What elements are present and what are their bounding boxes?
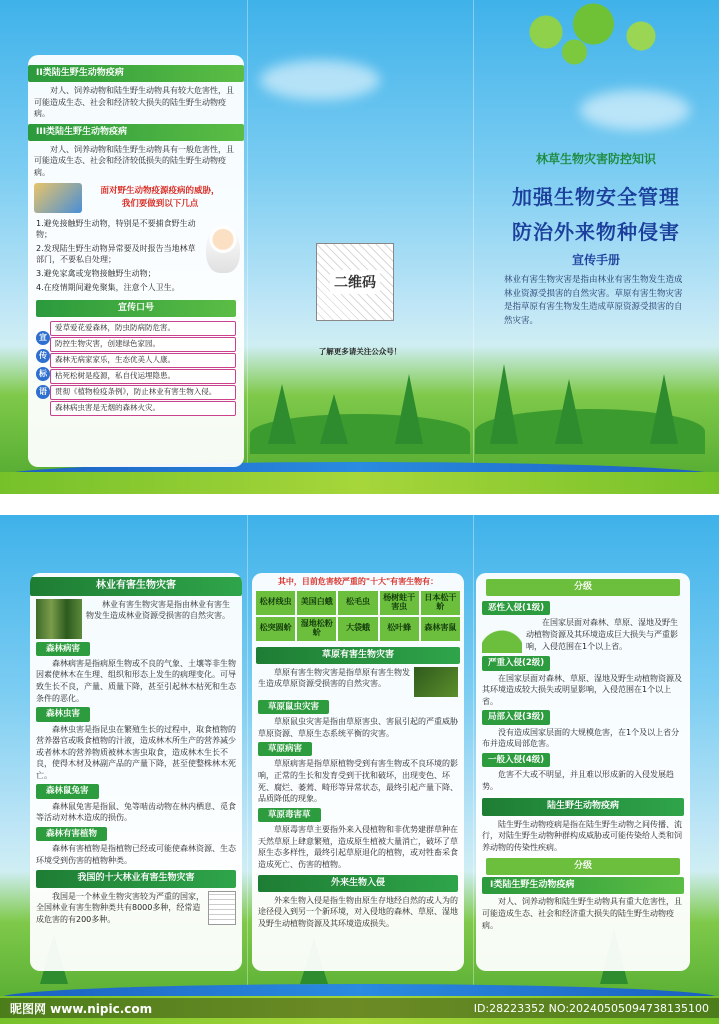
inner-left-panel	[30, 573, 242, 971]
section-text: 草原鼠虫灾害是指由草原害虫、害鼠引起的严重威胁草原资源、草原生态系统平衡的灾害。	[258, 716, 458, 738]
top-left-panel	[28, 55, 244, 467]
section-text: 林业有害生物灾害是指由林业有害生物发生造成林业资源受损害的自然灾害。	[86, 599, 230, 621]
list-item: 1.避免接触野生动物，特别是不要捕食野生动物；	[36, 218, 196, 240]
threat-heading	[82, 185, 238, 211]
section-text: 在国家层面对森林、草原、湿地及野生动植物资源及其环境造成较大损失或明显影响，入侵范围在1个以上省。	[482, 673, 682, 706]
section-text: 森林鼠兔害是指鼠、兔等啮齿动物在林内栖息、觅食等活动对林木造成的损伤。	[36, 801, 236, 823]
subsection-title: 森林虫害	[36, 707, 90, 721]
subsection-title: 森林有害植物	[36, 827, 107, 841]
level-title: 恶性入侵(1级)	[482, 601, 550, 615]
subsection-title: 森林鼠兔害	[36, 784, 99, 798]
pest-cell: 松突圆蚧	[256, 617, 295, 641]
pest-grid	[252, 588, 464, 644]
fold-line	[247, 515, 248, 1024]
pest-cell: 美国白蛾	[297, 591, 336, 615]
cover-intro: 林业有害生物灾害是指由林业有害生物发生造成林业资源受损害的自然灾害。草原有害生物灾害是指草原有害生物发生造成草原资源受损害的自然灾害。	[504, 275, 683, 326]
level1-row	[476, 617, 690, 653]
cover	[476, 150, 716, 328]
slogan-item: 森林无病家家乐，生态优美人人康。	[50, 353, 236, 368]
pest-cell: 日本松干蚧	[421, 591, 460, 615]
slogan-item: 枯死松树是疫源，私自伐运埋隐患。	[50, 369, 236, 384]
slogan-item: 森林病虫害是无烟的森林火灾。	[50, 401, 236, 416]
books-image	[34, 183, 82, 213]
tree-image	[555, 379, 583, 444]
slogan-item: 防控生物灾害，创建绿色家园。	[50, 337, 236, 352]
threat-line: 我们要做到以下几点	[121, 198, 199, 209]
fold-line	[473, 0, 474, 494]
cover-booklet-label: 宣传手册	[571, 253, 620, 267]
slogan-item: 贯彻《植物检疫条例》，防止林业有害生物入侵。	[50, 385, 236, 400]
section-text: 草原毒害草主要指外来入侵植物和非优势建群草种在天然草原上肆意繁殖，造成原生植被大量消亡，破坏了草原生态多样性，最终引起草原退化的植物，或对牲畜采食造成死亡、伤害的植物。	[258, 825, 458, 869]
tree-image	[268, 384, 296, 444]
forest-photo	[36, 599, 82, 639]
level-title: 严重入侵(2级)	[482, 656, 550, 670]
section-text: 森林虫害是指昆虫在繁殖生长的过程中，取食植物的营养器官或吸食植物的汁液，造成林木所生产的营养减少或者林木的营养物质被林木害虫取食，造成林木生长不良，使得木材及林副产品的产量下降，甚至使整株林木死亡。	[36, 724, 236, 780]
slogan-badge: 传	[36, 349, 50, 363]
section-text: 在国家层面对森林、草原、湿地及野生动植物资源及其环境造成巨大损失与严重影响，入侵范围在1个以上省。	[526, 618, 678, 651]
pest-cell: 松叶蜂	[380, 617, 419, 641]
watermark-id: ID:28223352 NO:20240505094738135100	[473, 1001, 709, 1015]
slogan-badge: 标	[36, 367, 50, 381]
level-title: 一般入侵(4级)	[482, 753, 550, 767]
hill-illustration	[482, 617, 522, 653]
section-text: 草原有害生物灾害是指草原有害生物发生造成草原资源受损害的自然灾害。	[258, 667, 410, 689]
section-text: 对人、饲养动物和陆生野生动物具有重大危害性，且可能造成生态、社会和经济重大损失的陆生野生动物疫病。	[482, 897, 682, 930]
grass-photo	[414, 667, 458, 697]
slogan-list	[28, 321, 244, 415]
pest-cell: 松毛虫	[338, 591, 377, 615]
pest-cell: 大袋蛾	[338, 617, 377, 641]
tree-image	[395, 374, 423, 444]
subsection-title: 草原毒害草	[258, 808, 321, 822]
tree-image	[650, 374, 678, 444]
section-text: 森林有害植物是指植物已经或可能使森林资源、生态环境受到伤害的植物种类。	[36, 844, 236, 865]
section-text: 森林病害是指病原生物或不良的气象、土壤等非生物因素使林木在生理、组织和形态上发生的病理变化。可导致生长不良，产量、质量下降，甚至引起林木枯死和生态条件的恶化。	[36, 658, 236, 703]
slogan-title: 宣传口号	[36, 300, 236, 317]
section-text: 外来生物入侵是指生物由原生存地经自然的或人为的途径侵入到另一个新环境，对入侵地的森林、草原、湿地及野生动植物资源及其环境造成损失。	[258, 895, 458, 928]
tree-image	[320, 394, 348, 444]
qr-code-placeholder[interactable]	[316, 243, 394, 321]
subsection-title: 森林病害	[36, 642, 90, 656]
brochure-inside-sheet	[0, 515, 719, 1024]
cover-subtitle: 林草生物灾害防控知识	[535, 152, 656, 166]
threat-banner	[34, 183, 238, 213]
qr-caption: 了解更多请关注公众号！	[318, 347, 402, 356]
tree-image	[490, 364, 518, 444]
list-item: 2.发现陆生野生动物异常要及时报告当地林草部门，不要私自处理；	[36, 243, 196, 265]
fold-line	[247, 0, 248, 494]
watermark-site: 昵图网 www.nipic.com	[10, 1001, 153, 1016]
section-title: 分级	[486, 579, 680, 596]
professor-cartoon-image	[206, 225, 240, 273]
level-title: 局部入侵(3级)	[482, 710, 550, 724]
section-title: 分级	[486, 858, 680, 875]
watermark-bar	[0, 998, 719, 1018]
top10-heading: 其中，目前危害较严重的"十大"有害生物有：	[277, 577, 439, 586]
pest-cell: 森林害鼠	[421, 617, 460, 641]
threat-line: 面对野生动物疫源疫病的威胁，	[100, 185, 220, 196]
fold-line	[473, 515, 474, 1024]
subsection-title: 草原病害	[258, 742, 312, 756]
section-text: 我国是一个林业生物灾害较为严重的国家，全国林业有害生物种类共有8000多种，经常造成危害的有200多种。	[36, 891, 204, 924]
grass-intro	[252, 667, 464, 697]
pest-cell: 松材线虫	[256, 591, 295, 615]
slogan-badge: 语	[36, 385, 50, 399]
prevention-list	[28, 217, 244, 295]
section-title: 林业有害生物灾害	[30, 577, 242, 596]
decorative-wave	[0, 472, 719, 494]
section-text: 陆生野生动物疫病是指在陆生野生动物之间传播、流行，对陆生野生动物种群构成威胁或可能传染给人类和饲养动物的传染性疾病。	[482, 819, 682, 852]
section-title: I类陆生野生动物疫病	[482, 877, 684, 894]
inner-middle-panel	[252, 573, 464, 971]
inner-right-panel	[476, 573, 690, 971]
section-text: 对人、饲养动物和陆生野生动物具有一般危害性，且可能造成生态、社会和经济较低损失的陆生野生动物疫病。	[34, 144, 234, 178]
section-text: 没有造成国家层面的大规模危害，在1个及以上省分布并造成局部危害。	[482, 727, 680, 749]
section-title: 陆生野生动物疫病	[482, 798, 684, 815]
section-title: 我国的十大林业有害生物灾害	[36, 870, 236, 887]
cloud	[260, 60, 380, 100]
section-title: 外来生物入侵	[258, 875, 458, 892]
section-title: 草原有害生物灾害	[256, 647, 460, 664]
section-text: 危害不大或不明显，并且难以形成新的入侵发展趋势。	[482, 770, 674, 791]
cloud	[580, 90, 690, 130]
cover-title-line2: 防治外来物种侵害	[512, 220, 680, 244]
section-title: III类陆生野生动物疫病	[28, 124, 244, 141]
slogan-item: 爱草爱花爱森林，防虫防病防危害。	[50, 321, 236, 336]
section-text: 对人、饲养动物和陆生野生动物具有较大危害性，且可能造成生态、社会和经济较大损失的陆生野生动物疫病。	[34, 86, 234, 119]
section-title: II类陆生野生动物疫病	[28, 65, 244, 82]
subsection-title: 草原鼠虫灾害	[258, 700, 329, 714]
cover-title-line1: 加强生物安全管理	[512, 185, 680, 209]
pest-cell: 湿地松粉蚧	[297, 617, 336, 641]
forest-intro	[30, 599, 242, 639]
pest-cell: 杨树蛀干害虫	[380, 591, 419, 615]
top10-intro	[30, 891, 242, 926]
tree-leaves-image	[489, 0, 679, 80]
document-icon	[208, 891, 236, 925]
section-text: 草原病害是指草原植物受到有害生物或不良环境的影响，正常的生长和发育受到干扰和破坏，出现变色、坏死、腐烂、萎蔫、畸形等异常状态，最终引起产量下降、品质降低的现象。	[258, 759, 458, 804]
slogan-badge: 宣	[36, 331, 50, 345]
list-item: 3.避免家禽或宠物接触野生动物；	[36, 269, 156, 279]
list-item: 4.在疫情期间避免聚集，注意个人卫生。	[36, 282, 180, 292]
brochure-outside-sheet	[0, 0, 719, 494]
qr-label: 二维码	[330, 270, 380, 294]
